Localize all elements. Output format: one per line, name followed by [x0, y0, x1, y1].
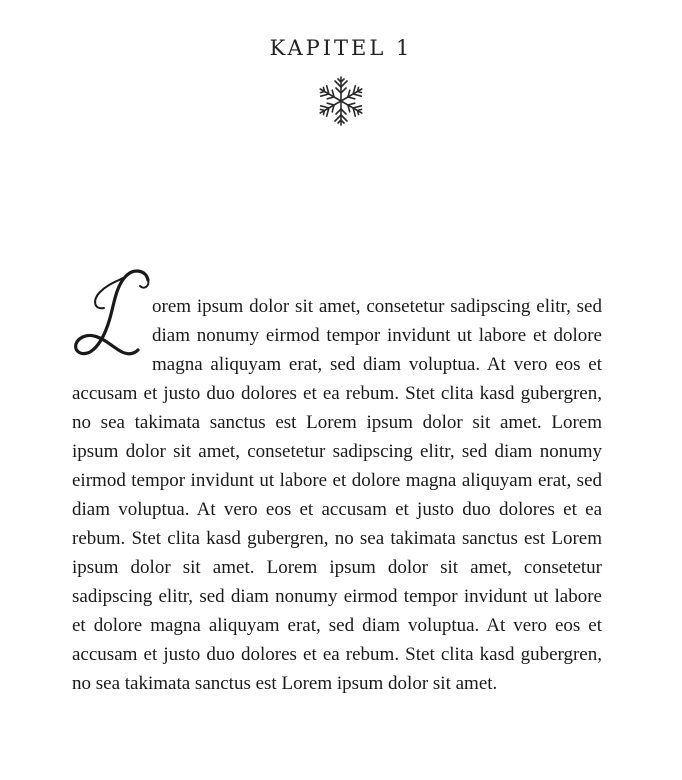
- chapter-header: [0, 36, 682, 128]
- drop-cap: [70, 266, 150, 356]
- snowflake-icon: [314, 74, 368, 128]
- script-l-glyph: [70, 266, 152, 360]
- paragraph-text: orem ipsum dolor sit amet, consetetur sadipscing elitr, sed diam nonumy eirmod tempor invidunt ut labore et dolore magna aliquyam erat, sed diam voluptua. At vero eos et accusam et justo duo dolores et ea rebum. Stet clita kasd gubergren, no sea takimata sanctus est Lorem ipsum dolor sit amet. Lorem ipsum dolor sit amet, consetetur sadipscing elitr, sed diam nonumy eirmod tempor invidunt ut labore et dolore magna aliquyam erat, sed diam voluptua. At vero eos et accusam et justo duo dolores et ea rebum. Stet clita kasd gubergren, no sea takimata sanctus est Lorem ipsum dolor sit amet. Lorem ipsum dolor sit amet, consetetur sadipscing elitr, sed diam nonumy eirmod tempor invidunt ut labore et dolore magna aliquyam erat, sed diam voluptua. At vero eos et accusam et justo duo dolores et ea rebum. Stet clita kasd gubergren, no sea takimata sanctus est Lorem ipsum dolor sit amet.: [72, 296, 602, 694]
- chapter-title: KAPITEL 1: [269, 36, 413, 60]
- chapter-paragraph: [72, 292, 602, 698]
